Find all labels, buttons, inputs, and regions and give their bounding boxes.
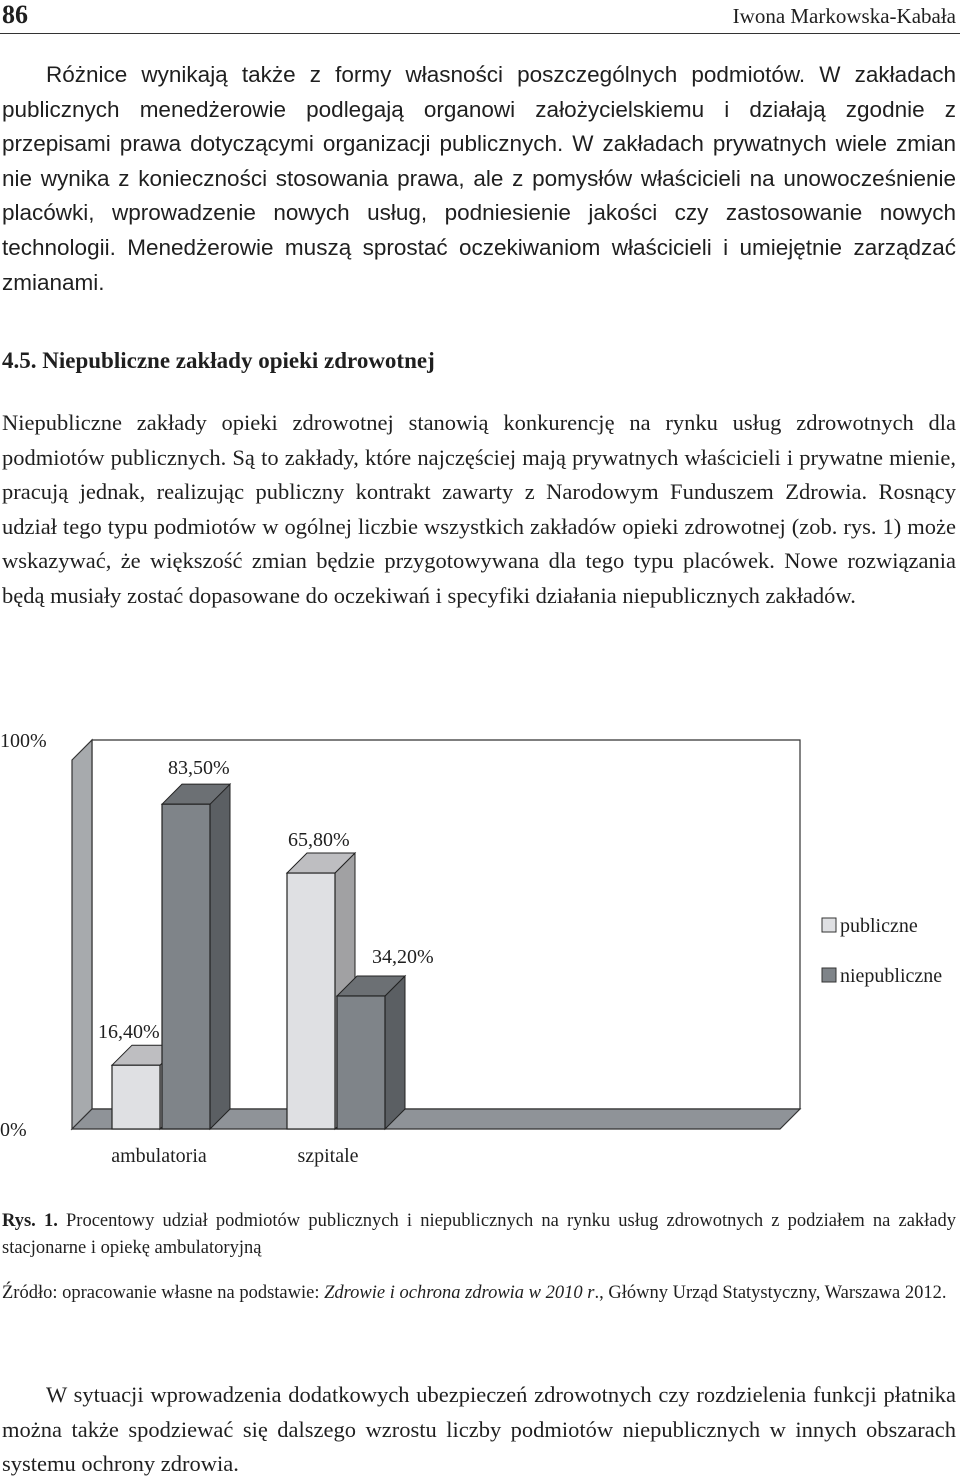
bar-side-niepubliczne-szpitale [385,976,405,1129]
legend-swatch-publiczne [822,918,836,932]
figure-source-text: opracowanie własne na podstawie: [62,1283,325,1303]
paragraph-1: Różnice wynikają także z formy własności poszczególnych podmiotów. W zakładach publicznych menedżerowie podlegają organowi założycielskiemu i działają zgodnie z przepisami prawa dotyczącymi organizacji publicznych. W zakładach prywatnych wiele zmian nie wynika z konieczności stosowania prawa, ale z pomysłów właścicieli na unowocześnienie placówki, wprowadzenie nowych usług, podniesienie jakości czy zastosowanie nowych technologii. Menedżerowie muszą sprostać oczekiwaniom właścicieli i umiejętnie zarządzać zmianami. [2,62,956,295]
data-label-niepubliczne-ambulatoria: 83,50% [168,757,230,779]
page-header [0,0,960,34]
figure-source-title: Zdrowie i ochrona zdrowia w 2010 r [324,1283,595,1303]
x-tick-label-ambulatoria: ambulatoria [111,1145,207,1167]
bar-publiczne-ambulatoria [112,1065,160,1129]
bar-niepubliczne-szpitale [337,996,385,1129]
legend-swatch-niepubliczne [822,968,836,982]
running-head-author: Iwona Markowska-Kabała [732,4,956,28]
data-label-publiczne-ambulatoria: 16,40% [98,1021,160,1043]
figure-caption-label: Rys. 1. [2,1211,58,1231]
x-tick-label-szpitale: szpitale [297,1145,359,1167]
paragraph-3: W sytuacji wprowadzenia dodatkowych ubezpieczeń zdrowotnych czy rozdzielenia funkcji płatnika można także spodziewać się dalszego wzrostu liczby podmiotów niepublicznych w innych obszarach systemu ochrony zdrowia. [2,1382,956,1477]
y-tick-label-0: 0% [0,1119,27,1141]
page-number: 86 [2,0,28,29]
bar-side-niepubliczne-ambulatoria [210,784,230,1129]
figure-caption-text: Procentowy udział podmiotów publicznych i niepublicznych na rynku usług zdrowotnych z podziałem na zakłady stacjonarne i opiekę ambulatoryjną [2,1211,957,1258]
legend-label-niepubliczne: niepubliczne [840,965,943,987]
paragraph-2: Niepubliczne zakłady opieki zdrowotnej stanowią konkurencję na rynku usług zdrowotnych dla podmiotów publicznych. Są to zakłady, które najczęściej mają prywatnych właścicieli i prywatne mienie, pracują jednak, realizując publiczny kontrakt zawarty z Narodowym Funduszem Zdrowia. Rosnący udział tego typu podmiotów w ogólnej liczbie wszystkich zakładów opieki zdrowotnej (zob. rys. 1) może wskazywać, że większość zmian będzie przygotowywana dla tego typu placówek. Nowe rozwiązania będą musiały zostać dopasowane do oczekiwań i specyfiki działania niepublicznych zakładów. [2,410,956,608]
figure-source [2,1280,960,1307]
header-rule [0,33,960,34]
bar-publiczne-szpitale [287,873,335,1129]
y-tick-label-100: 100% [0,730,47,752]
data-label-publiczne-szpitale: 65,80% [288,829,350,851]
figure-caption [2,1208,956,1262]
section-title: 4.5. Niepubliczne zakłady opieki zdrowotnej [2,348,435,373]
bar-niepubliczne-ambulatoria [162,804,210,1129]
data-label-niepubliczne-szpitale: 34,20% [372,946,434,968]
legend-label-publiczne: publiczne [840,915,918,937]
bar-chart [0,720,960,1180]
figure-source-publisher: ., Główny Urząd Statystyczny, Warszawa 2012. [594,1283,947,1303]
chart-side-wall [72,740,92,1129]
figure-source-label: Źródło: [2,1283,58,1303]
chart-svg [0,720,960,1180]
